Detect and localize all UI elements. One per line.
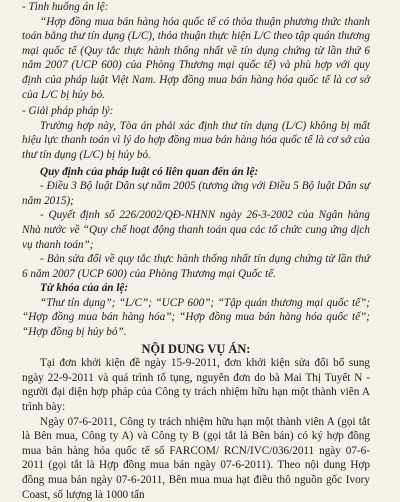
legal-solution-heading: - Giải pháp pháp lý: bbox=[22, 105, 114, 118]
keywords-heading: Từ khóa của án lệ: bbox=[40, 282, 129, 295]
legal-solution-text: Trường hợp này, Tòa án phải xác định thư tín dụng (L/C) không bị mất hiệu lực thanh toán vì lý do hợp đồng mua bán hàng hóa quốc tế là cơ sở của thư tín dụng (L/C) bị hủy bỏ. bbox=[22, 119, 370, 161]
case-content-paragraph-2: Ngày 07-6-2011, Công ty trách nhiệm hữu hạn một thành viên A (gọi tắt là Bên mua, Công ty A) và Công ty B (gọi tắt là Bên bán) có ký hợp đồng mua bán hàng hóa quốc tế số FARCOM/ RCN/IVC/036/2011 ngày 07-6-2011 (gọi tắt là Hợp đồng mua bán ngày 07-6-2011). Theo nội dung Hợp đồng mua bán ngày 07-6-2011, Bên mua mua hạt điều thô nguồn gốc Ivory Coast, số lượng là 1000 tấn bbox=[22, 415, 370, 501]
case-situation-heading: - Tình huống án lệ: bbox=[22, 1, 109, 13]
law-item-3: - Bản sửa đổi về quy tắc thực hành thống nhất tín dụng chứng từ lần thứ 6 năm 2007 (UCP 600) của Phòng Thương mại Quốc tế. bbox=[22, 253, 370, 280]
law-item-1: - Điều 3 Bộ luật Dân sự năm 2005 (tương ứng với Điều 5 Bộ luật Dân sự năm 2015); bbox=[22, 180, 370, 207]
law-item-2: - Quyết định số 226/2002/QĐ-NHNN ngày 26-3-2002 của Ngân hàng Nhà nước về “Quy chế hoạt động thanh toán qua các tổ chức cung ứng dịch vụ thanh toán”; bbox=[22, 209, 370, 251]
related-law-heading: Quy định của pháp luật có liên quan đến án lệ: bbox=[40, 165, 259, 178]
keywords-text: “Thư tín dụng”; “L/C”; “UCP 600”; “Tập quán thương mại quốc tế”; “Hợp đồng mua bán hàng hóa”; “Hợp đồng mua bán hàng hóa quốc tế”; “Hợp đồng bị hủy bỏ”. bbox=[22, 296, 370, 339]
case-content-title: NỘI DUNG VỤ ÁN: bbox=[141, 341, 251, 356]
case-content-paragraph-1: Tại đơn khởi kiện đề ngày 15-9-2011, đơn khởi kiện sửa đổi bổ sung ngày 22-9-2011 và quá trình tố tụng, nguyên đơn do bà Mai Thị Tuyết N - người đại diện hợp pháp của Công ty trách nhiệm hữu hạn một thành viên A trình bày: bbox=[22, 357, 370, 414]
case-situation-text: “Hợp đồng mua bán hàng hóa quốc tế có thỏa thuận phương thức thanh toán bằng thư tín dụng (L/C), thỏa thuận thực hiện L/C theo tập quán thương mại quốc tế (Quy tắc thực hành thống nhất về tín dụng chứng từ lần thứ 6 năm 2007 (UCP 600) của Phòng Thương mại quốc tế) và phù hợp với quy định của pháp luật Việt Nam. Hợp đồng mua bán hàng hóa quốc tế là cơ sở của L/C bị hủy bỏ. bbox=[22, 15, 370, 101]
